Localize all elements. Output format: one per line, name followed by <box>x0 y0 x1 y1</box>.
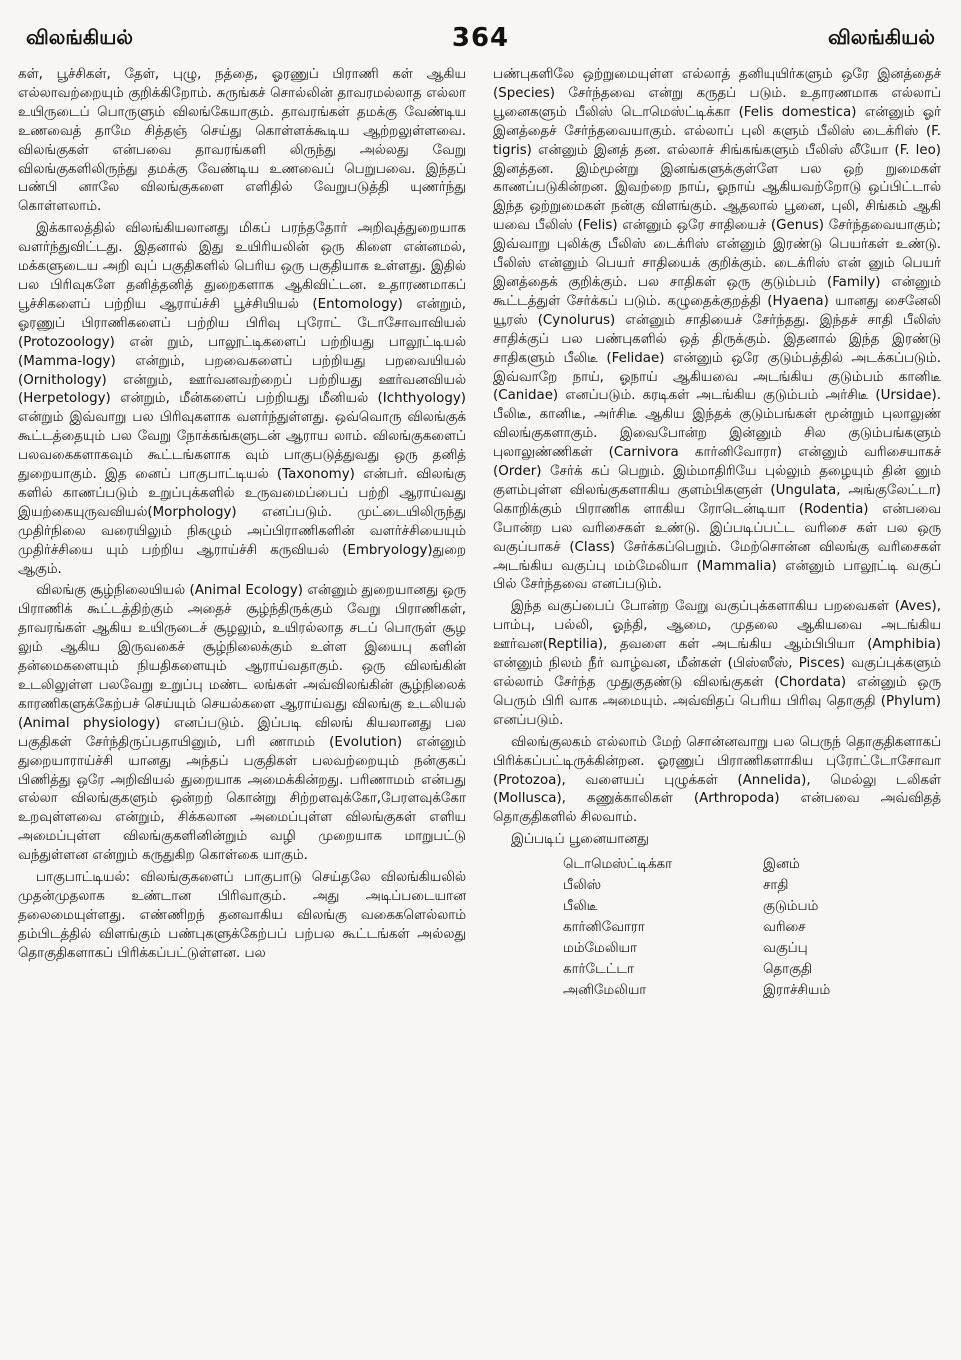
paragraph: விலங்குலகம் எல்லாம் மேற் சொன்னவாறு பல பெருந் தொகுதிகளாகப் பிரிக்கப்பட்டிருக்கின்றன. ஓரணுப் பிராணிகளாகிய புரோட்டோசோவா (Protozoa), வளையப் புழுக்கள் (Annelida), மெல்லு டலிகள் (Mollusca), கணுக்காலிகள் (Arthropoda) என்பவை அவ்விதத் தொகுதிகளில் சிலவாம். <box>493 734 941 826</box>
taxon-rank: தொகுதி <box>763 961 812 977</box>
taxon-name: கார்னிவோரா <box>563 919 645 935</box>
paragraph: இக்காலத்தில் விலங்கியலானது மிகப் பரந்ததோர் அறிவுத்துறையாக வளர்ந்துவிட்டது. இதனால் இது உயிரியலின் ஒரு கிளை என்னமல், மக்களுடைய அறி வுப் பகுதிகளில் பெரிய ஒரு பகுதியாக உள்ளது. இதில் பல பிரிவுகளே தனித்தனித் துறைகளாக ஆகிவிட்டன. உதாரணமாகப் பூச்சிகளைப் பற்றிய ஆராய்ச்சி பூச்சியியல் (Entomology) என்றும், ஓரணுப் பிராணிகளைப் பற்றிய பிரிவு புரோட் டோசோவாவியல் (Protozoology) என் றும், பாலூட்டிகளைப் பற்றியது பாலூட்டியல் (Mamma-logy) என்றும், பறவைகளைப் பற்றியது பறவையியல் (Ornithology) என்றும், ஊர்வனவற்றைப் பற்றியது ஊர்வனவியல் (Herpetology) என்றும், மீன்களைப் பற்றியது மீனியல் (Ichthyology) என்றும் இவ்வாறு பல பிரிவுகளாக வளர்ந்துள்ளது. ஒவ்வொரு விலங்குக் கூட்டத்தையும் பல வேறு நோக்கங்களுடன் ஆராய லாம். விலங்குகளைப் பலவகைகளாகவும் கூட்டங்களாக வும் பாகுபடுத்துவது ஒரு தனித் துறையாகும். இத னைப் பாகுபாட்டியல் (Taxonomy) என்பர். விலங்கு களில் காணப்படும் உறுப்புக்களில் உருவமைப்பைப் பற்றி ஆராய்வது இயற்கையுருவவியல்(Morphology) எனப்படும். முட்டையிலிருந்து முதிர்நிலை வரையிலும் நிகழும் அப்பிராணிகளின் வளர்ச்சியையும் முதிர்ச்சியை யும் பற்றிய ஆராய்ச்சி கருவியல் (Embryology)துறை ஆகும். <box>18 221 466 577</box>
taxon-name: டொமெஸ்ட்டிக்கா <box>563 857 673 873</box>
taxon-name: மம்மேலியா <box>563 940 637 956</box>
paragraph: பாகுபாட்டியல்: விலங்குகளைப் பாகுபாடு செய்தலே விலங்கியலில் முதன்முதலாக உண்டான பிரிவாகும். அது அடிப்படையான தலைமையுள்ளது. எண்ணிறந் தனவாகிய விலங்கு வகைகளெல்லாம் தம்பிடத்தில் விளங்கும் பண்புகளுக்கேற்பப் பற்பல கூட்டங்கள் அல்லது தொகுதிகளாகப் பிரிக்கப்பட்டுள்ளன. பல <box>18 870 466 961</box>
taxon-name: பீலிடீ <box>563 898 598 914</box>
taxon-rank: இராச்சியம் <box>763 982 831 998</box>
paragraph: இந்த வகுப்பைப் போன்ற வேறு வகுப்புக்களாகிய பறவைகள் (Aves), பாம்பு, பல்லி, ஓந்தி, ஆமை, முதலை ஆகியவை அடங்கிய ஊர்வன(Reptilia), தவளை கள் அடங்கிய ஆம்பிபியா (Amphibia) என்னும் நிலம் நீர் வாழ்வன, மீன்கள் (பிஸ்ஸீஸ், Pisces) வகுப்புக்களும் எல்லாம் சேர்ந்த முதுகுதண்டு விலங்குகள் (Chordata) என்னும் ஒரு பெரும் பிரி வாக அமையும். அவ்விதப் பெரிய பிரிவு தொகுதி (Phylum) எனப்படும். <box>493 599 941 728</box>
running-head-right: விலங்கியல் <box>827 24 935 49</box>
paragraph: விலங்கு சூழ்நிலையியல் (Animal Ecology) என்னும் துறையானது ஒரு பிராணிக் கூட்டத்திற்கும் அதைச் சூழ்ந்திருக்கும் வேறு பிராணிகள், தாவரங்கள் ஆகிய உயிருடைச் சூழலும், உயிரல்லாத சடப் பொருள் சூழ லும் ஆகிய இருவகைச் சூழ்நிலைக்கும் உள்ள இயைபு களின் தன்மைகளையும் நியதிகளையும் ஆராய்வதாகும். ஒரு விலங்கின் உடலிலுள்ள பலவேறு உறுப்பு மண்ட லங்கள் அவ்விலங்கின் சூழ்நிலைக் காரணிகளுக்கேற்பச் செய்யும் செயல்களை ஆராய்வது விலங்கு உடலியல் (Animal physiology) எனப்படும். இப்படி விலங் கியலானது பல பகுதிகள் சேர்ந்திருப்பதாயினும், பரி ணாமம் (Evolution) என்னும் துறையாராய்ச்சி யானது அந்தப் பகுதிகள் பலவற்றையும் நன்குகப் பிணித்து ஒரே அறிவியல் துறையாக அமைக்கின்றது. பரிணாமம் என்பது எல்லா விலங்குகளும் ஒன்றற் கொன்று சிற்றளவுக்கோ,பேரளவுக்கோ உறவுள்ளவை என்றும், சிக்கலான அமைப்புள்ள விலங்குகள் எளிய அமைப்புள்ள விலங்குகளினின்றும் வழி முறையாக மாறுபட்டு வந்துள்ளன என்றும் கருதுகிற கொள்கை யாகும். <box>18 583 466 864</box>
paragraph: இப்படிப் பூனையானது <box>511 832 649 848</box>
page-number: 364 <box>451 23 510 53</box>
taxon-name: கார்டேட்டா <box>563 961 635 977</box>
running-head-left: விலங்கியல் <box>26 24 134 49</box>
taxon-name: அனிமேலியா <box>563 982 647 998</box>
taxon-rank: வரிசை <box>763 919 806 935</box>
paragraph: கள், பூச்சிகள், தேள், புழு, நத்தை, ஓரணுப் பிராணி கள் ஆகிய எல்லாவற்றையும் குறிக்கிறோம். சுருங்கச் சொல்லின் தாவரமல்லாத எல்லா உயிருடைப் பொருளும் விலங்கேயாகும். தாவரங்கள் தமக்கு வேண்டிய உணவைத் தாமே சித்தஞ் செய்து கொள்ளக்கூடிய ஆற்றலுள்ளவை. விலங்குகள் என்பவை தாவரங்களி லிருந்து அல்லது வேறு விலங்குகளிலிருந்து தமக்கு வேண்டிய உணவைப் பெறுபவை. இந்தப் பண்பி னாலே விலங்குகளை எளிதில் வேறுபடுத்தி யுணர்ந்து கொள்ளலாம். <box>18 67 466 215</box>
running-head <box>26 18 935 58</box>
right-column <box>493 66 941 1356</box>
taxon-rank: இனம் <box>763 857 800 873</box>
classification-table <box>563 856 903 1000</box>
taxon-rank: சாதி <box>763 878 789 894</box>
taxon-name: பீலிஸ் <box>563 878 601 894</box>
taxon-rank: குடும்பம் <box>763 898 819 914</box>
paragraph: பண்புகளிலே ஒற்றுமையுள்ள எல்லாத் தனியுயிர்களும் ஒரே இனத்தைச் (Species) சேர்ந்தவை என்று கருதப் படும். உதாரணமாக எல்லாப் பூனைகளும் பீலிஸ் டொமெஸ்ட்டிக்கா (Felis domestica) என்னும் ஓர் இனத்தைச் சேர்ந்தவையாகும். எல்லாப் புலி களும் பீலிஸ் டைக்ரிஸ் (F. tigris) என்னும் இனத் தன. எல்லாச் சிங்கங்களும் பீலிஸ் லீயோ (F. leo) இனத்தன. இம்மூன்று இனங்களுக்குள்ளே பல ஒற் றுமைகள் காணப்படுகின்றன. இவற்றை நாய், ஓநாய் ஆகியவற்றோடு ஒப்பிட்டால் இந்த ஒற்றுமைகள் நன்கு விளங்கும். ஆதலால் பூனை, புலி, சிங்கம் ஆகி யவை பீலிஸ் (Felis) என்னும் ஒரே சாதியைச் (Genus) சேர்ந்தவையாகும்; இவ்வாறு புலிக்கு பீலிஸ் டைக்ரிஸ் என்னும் இரண்டு பெயர்கள் உண்டு. பீலிஸ் என்னும் பெயர் சாதியைக் குறிக்கும். டைக்ரிஸ் என் னும் பெயர் இனத்தைக் குறிக்கும். பல சாதிகள் ஒரு குடும்பம் (Family) என்னும் கூட்டத்துள் சேர்க்கப் படும். கழுதைக்குறத்தி (Hyaena) யானது சைனேலி யூரஸ் (Cynolurus) என்னும் சாதியைச் சேர்ந்தது. இந்தச் சாதி பீலிஸ் சாதிக்குப் பல பண்புகளில் ஒத் திருக்கும். இதனால் இந்த இரண்டு சாதிகளும் பீலிடீ (Felidae) என்னும் ஒரே குடும்பத்தில் அடக்கப்படும். இவ்வாறே நாய், ஓநாய் ஆகியவை அடங்கிய குடும்பம் கானிடீ (Canidae) எனப்படும். கரடிகள் அடங்கிய குடும்பம் அர்சிடீ (Ursidae). பீலிடீ, கானிடீ, அர்சிடீ ஆகிய இந்தக் குடும்பங்கள் மூன்றும் புலாலுண் விலங்குகளாகும். இவைபோன்ற இன்னும் சில குடும்பங்களும் புலாலுண்ணிகள் (Carnivora கார்னிவோரா) என்னும் வரிசையாகச் (Order) சேர்க் கப் பெறும். இம்மாதிரியே புல்லும் தழையும் தின் னும் குளம்புள்ள விலங்குகளாகிய குளம்பிகளுள் (Ungulata, அங்குலேட்டா) கொறிக்கும் பிராணிக ளாகிய ரோடென்டியா (Rodentia) என்பவை போன்ற பல வரிசைகள் உண்டு. இப்படிப்பட்ட வரிசை கள் பல ஒரு வகுப்பாகச் (Class) சேர்க்கப்பெறும். மேற்சொன்ன விலங்கு வரிசைகள் அடங்கிய வகுப்பு மம்மேலியா (Mammalia) என்னும் பாலூட்டி வகுப் பில் சேர்ந்தவை எனப்படும். <box>493 67 941 593</box>
taxon-rank: வகுப்பு <box>763 940 808 956</box>
left-column <box>18 66 466 1356</box>
